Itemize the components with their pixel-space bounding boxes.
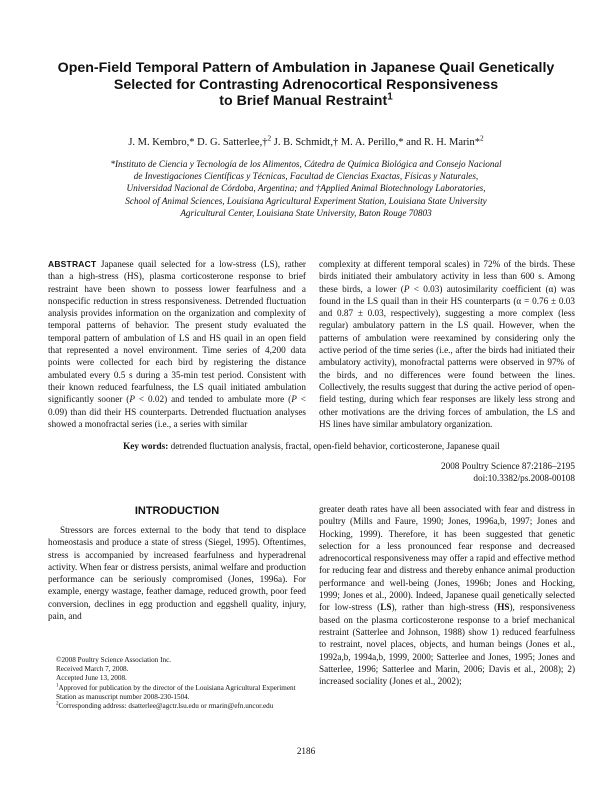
keywords-label: Key words:: [123, 441, 169, 451]
introduction-right-column: [319, 503, 575, 687]
title-line-3: [40, 93, 572, 110]
abstract-text-3: < 0.09) than did their HS counterparts. Detrended fluctuation analyses showed a monofractal series (i.e., a series with similar: [48, 394, 306, 429]
title-line-2: Selected for Contrasting Adrenocortical Responsiveness: [113, 76, 499, 93]
p-value-symbol: P: [291, 394, 297, 405]
introduction-left-column: [48, 524, 306, 622]
abstract-label: ABSTRACT: [48, 259, 97, 269]
author-list: [40, 133, 572, 149]
footnote-2: [48, 702, 306, 711]
footnote-1: [48, 684, 306, 702]
p-value-symbol: P: [129, 394, 135, 405]
author-footnote-marker-2: 2: [479, 133, 484, 143]
keywords: [48, 440, 575, 452]
introduction-text-2: greater death rates have all been associated with fear and distress in poultry (Mills and Faure, 1990; Jones, 1996a,b, 1997; Jones and Hocking, 1999). Therefore, it has been suggested that genetic selection for a less pronounced fear response and decreased adrenocortical responsiveness may offer a rapid and effective method for reducing fear and distress and thereby enhance animal production performance and well-being (Jones, 1996b; Jones and Hocking, 1999; Jones et al., 2000). Indeed, Japanese quail genetically selected for low-stress (: [319, 504, 575, 613]
abstract-text-4: complexity at different temporal scales) in 72% of the birds. These birds initiated their ambulatory activity in less than 600 s. Among these birds, a lower (: [319, 259, 575, 294]
affiliations: [50, 158, 562, 219]
abstract-text-5: < 0.03) autosimilarity coefficient (α) was found in the LS quail than in their HS counterparts (α = 0.76 ± 0.03 and 0.87 ± 0.03, respectively), suggesting a more complex (less regular) ambulatory pattern in the LS quail. However, when the patterns of ambulation were reexamined by considering only the active period of the time series (i.e., after the birds had initiated their ambulatory activity), monofractal patterns were observed in 97% of the birds, and no differences were found between the lines. Collectively, the results suggest that during the active period of open-field testing, during which fear responses are likely less strong and other motivations are the driving forces of ambulation, the LS and HS lines have similar ambulatory organization.: [319, 283, 575, 429]
authors-part-1: J. M. Kembro,* D. G. Satterlee,†: [128, 137, 268, 148]
footnote-1-marker: 1: [56, 683, 59, 689]
hs-abbrev: HS: [497, 602, 510, 613]
affiliation-line-3: Universidad Nacional de Córdoba, Argentina; and †Applied Animal Biotechnology Laboratories,: [126, 183, 486, 194]
article-title: [40, 60, 572, 110]
title-line-3-text: to Brief Manual Restraint: [219, 93, 388, 109]
introduction-text-1: Stressors are forces external to the body that tend to displace homeostasis and produce a state of stress (Siegel, 1995). Oftentimes, stress is accompanied by increased fearfulness and hyperadrenal activity. When fear or distress persists, animal welfare and production performance can be seriously compromised (Jones, 1996a). For example, energy wastage, feather damage, reduced growth, poor feed conversion, declines in egg production and eggshell quality, injury, pain, and: [48, 525, 306, 622]
introduction-text-3: ), rather than high-stress (: [391, 602, 498, 613]
received-date: Received March 7, 2008.: [56, 665, 129, 674]
abstract-left-column: [48, 258, 306, 430]
accepted-date: Accepted June 13, 2008.: [56, 674, 127, 683]
affiliation-line-4: School of Animal Sciences, Louisiana Agricultural Experiment Station, Louisiana State University: [125, 195, 487, 206]
affiliation-line-2: de Investigaciones Científicas y Técnicas, Facultad de Ciencias Exactas, Físicas y Naturales,: [133, 171, 479, 182]
ls-abbrev: LS: [380, 602, 392, 613]
introduction-text-4: ), responsiveness based on the plasma corticosterone response to a brief mechanical restraint (Satterlee and Johnson, 1988) show 1) reduced fearfulness to restraint, novel places, objects, and human beings (Jones et al., 1992a,b, 1994a,b, 1999, 2000; Satterlee and Jones, 1995; Jones and Satterlee, 1996; Satterlee and Marin, 2006; Davis et al., 2008); 2) increased sociality (Jones et al., 2002);: [319, 602, 576, 687]
affiliation-line-5: Agricultural Center, Louisiana State University, Baton Rouge 70803: [180, 207, 432, 218]
title-line-1: Open-Field Temporal Pattern of Ambulation in Japanese Quail Genetically: [57, 60, 555, 76]
footnote-1-text: Approved for publication by the director of the Louisiana Agricultural Experiment Station as manuscript number 2008-230-1504.: [56, 683, 296, 701]
abstract-text-1: Japanese quail selected for a low-stress (LS), rather than a high-stress (HS), plasma corticosterone response to brief restraint have been shown to possess lower fearfulness and a nonspecific reduction in stress responsiveness. Detrended fluctuation analysis provides information on the organization and complexity of temporal patterns of behavior. The present study evaluated the temporal pattern of ambulation of LS and HS quail in an open field that represented a novel environment. Time series of 4,200 data points were collected for each bird by registering the distance ambulated every 0.5 s during a 35-min test period. Consistent with their known reduced fearfulness, the LS quail initiated ambulation significantly sooner (: [48, 259, 306, 405]
copyright-note: ©2008 Poultry Science Association Inc.: [56, 656, 172, 664]
page-number: 2186: [296, 746, 316, 756]
footnote-2-text: Corresponding address: dsatterlee@agctr.lsu.edu or rmarin@efn.uncor.edu: [58, 702, 274, 711]
journal-citation: 2008 Poultry Science 87:2186–2195: [441, 461, 575, 471]
footnote-2-marker: 2: [56, 701, 59, 707]
abstract-right-column: [319, 258, 575, 430]
authors-part-2: J. B. Schmidt,† M. A. Perillo,* and R. H. Marin*: [271, 137, 480, 148]
doi[interactable]: doi:10.3382/ps.2008-00108: [473, 473, 575, 483]
abstract-text-2: < 0.02) and tended to ambulate more (: [134, 394, 292, 405]
citation: [275, 460, 575, 484]
keywords-text: detrended fluctuation analysis, fractal, open-field behavior, corticosterone, Japanese quail: [168, 441, 500, 451]
section-heading-introduction: INTRODUCTION: [134, 505, 220, 517]
affiliation-line-1: *Instituto de Ciencia y Tecnología de los Alimentos, Cátedra de Química Biológica and Consejo Nacional: [110, 159, 502, 169]
author-footnote-marker-1: 2: [267, 133, 272, 143]
footnotes: [48, 656, 306, 711]
p-value-symbol: P: [403, 283, 410, 294]
title-footnote-marker: 1: [387, 91, 393, 103]
